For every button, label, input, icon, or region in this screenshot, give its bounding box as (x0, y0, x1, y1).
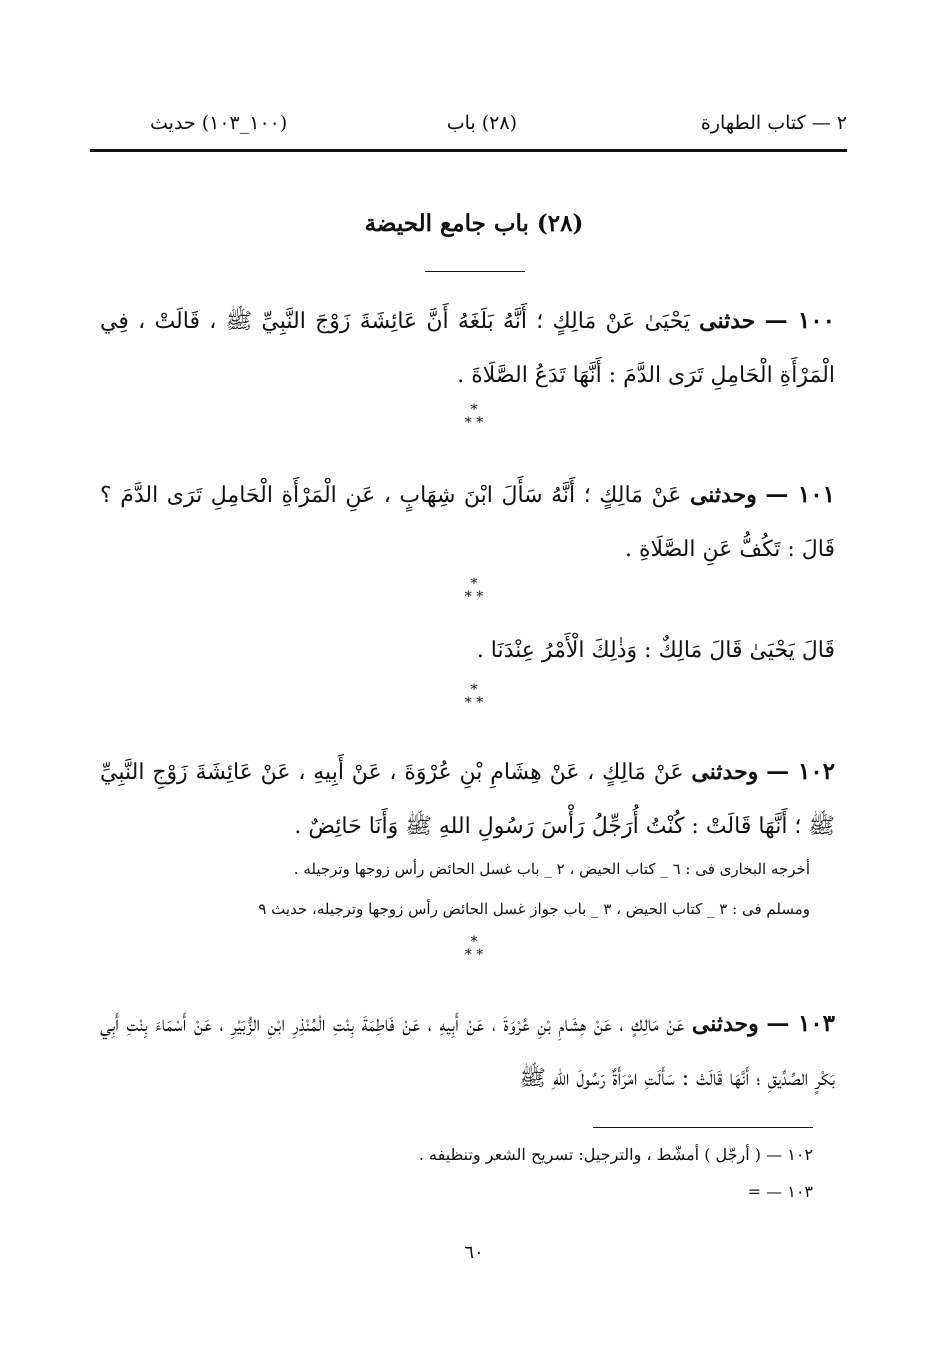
hadith-text: يَحْيَىٰ عَنْ مَالِكٍ ؛ أَنَّهُ بَلَغَهُ أَنَّ عَائِشَةَ زَوْجَ النَّبِيِّ ﷺ ، قَالَتْ ، فِي الْمَرْأَةِ الْحَامِلِ تَرَى الدَّمَ : أَنَّهَا تَدَعُ الصَّلَاةَ . (100, 309, 835, 388)
hadith-opening: وحدثنى (689, 482, 757, 508)
running-header (90, 112, 847, 152)
takhrij-muslim: ومسلم فى : ٣ _ كتاب الحيض ، ٣ _ باب جواز غسل الحائض رأس زوجها وترجيله، حديث ٩ (258, 900, 810, 918)
separator-stars: * * * (464, 576, 484, 605)
title-underline (425, 271, 525, 272)
separator-stars: * * * (464, 402, 484, 431)
header-rule (90, 149, 847, 152)
footnote-rule (593, 1127, 813, 1128)
hadith-opening: حدثنى (699, 308, 756, 334)
hadith-100 (100, 294, 835, 403)
takhrij-bukhari: أخرجه البخارى فى : ٦ _ كتاب الحيض ، ٢ _ باب غسل الحائض رأس زوجها وترجيله . (293, 860, 810, 878)
header-book-title: ٢ — كتاب الطهارة (700, 112, 847, 134)
footnote-103: ١٠٣ — = (747, 1182, 813, 1201)
chapter-title: (٢٨) باب جامع الحيضة (364, 210, 584, 237)
hadith-text: عَنْ مَالِكٍ ، عَنْ هِشَامِ بْنِ عُرْوَةَ ، عَنْ أَبِيهِ ، عَنْ عَائِشَةَ زَوْجِ النَّبِيِّ ﷺ ؛ أَنَّهَا قَالَتْ : كُنْتُ أُرَجِّلُ رَأْسَ رَسُولِ اللهِ ﷺ وَأَنَا حَائِضٌ . (100, 760, 835, 839)
hadith-text: عَنْ مَالِكٍ ؛ أَنَّهُ سَأَلَ ابْنَ شِهَابٍ ، عَنِ الْمَرْأَةِ الْحَامِلِ تَرَى الدَّمَ ؟ قَالَ : تَكُفُّ عَنِ الصَّلَاةِ . (100, 483, 835, 562)
hadith-text: عَنْ مَالِكٍ ، عَنْ هِشَامِ بْنِ عُرْوَةَ ، عَنْ أَبِيهِ ، عَنْ فَاطِمَةَ بِنْتِ الْمُنْذِرِ ابْنِ الزُّبَيْرِ ، عَنْ أَسْمَاءَ بِنْتِ أَبِي بَكْرٍ الصِّدِّيقِ ؛ أَنَّهَا قَالَتْ : سَأَلَتِ امْرَأَةٌ رَسُولَ اللهِ ﷺ (100, 1012, 835, 1091)
page-number: ٦٠ (464, 1242, 484, 1263)
header-hadith-range: (١٠٠_١٠٣) حديث (150, 112, 288, 134)
malik-comment (100, 624, 835, 678)
hadith-number: ١٠٢ — (766, 758, 835, 785)
hadith-102 (100, 745, 835, 854)
hadith-number: ١٠٣ — (766, 1010, 836, 1037)
separator-stars: * * * (464, 682, 484, 711)
hadith-101 (100, 468, 835, 577)
hadith-number: ١٠١ — (765, 481, 835, 508)
footnote-102: ١٠٢ — ( أرجّل ) أمشّط ، والترجيل: تسريح الشعر وتنظيفه . (418, 1145, 813, 1164)
header-chapter: (٢٨) باب (446, 112, 517, 134)
hadith-opening: وحدثنى (691, 759, 759, 785)
hadith-number: ١٠٠ — (764, 307, 835, 334)
hadith-opening: وحدثنى (691, 1011, 759, 1037)
separator-stars: * * * (464, 934, 484, 963)
hadith-103 (100, 997, 835, 1106)
comment-text: قَالَ يَحْيَىٰ قَالَ مَالِكٌ : وَذٰلِكَ الْأَمْرُ عِنْدَنَا . (476, 638, 835, 663)
